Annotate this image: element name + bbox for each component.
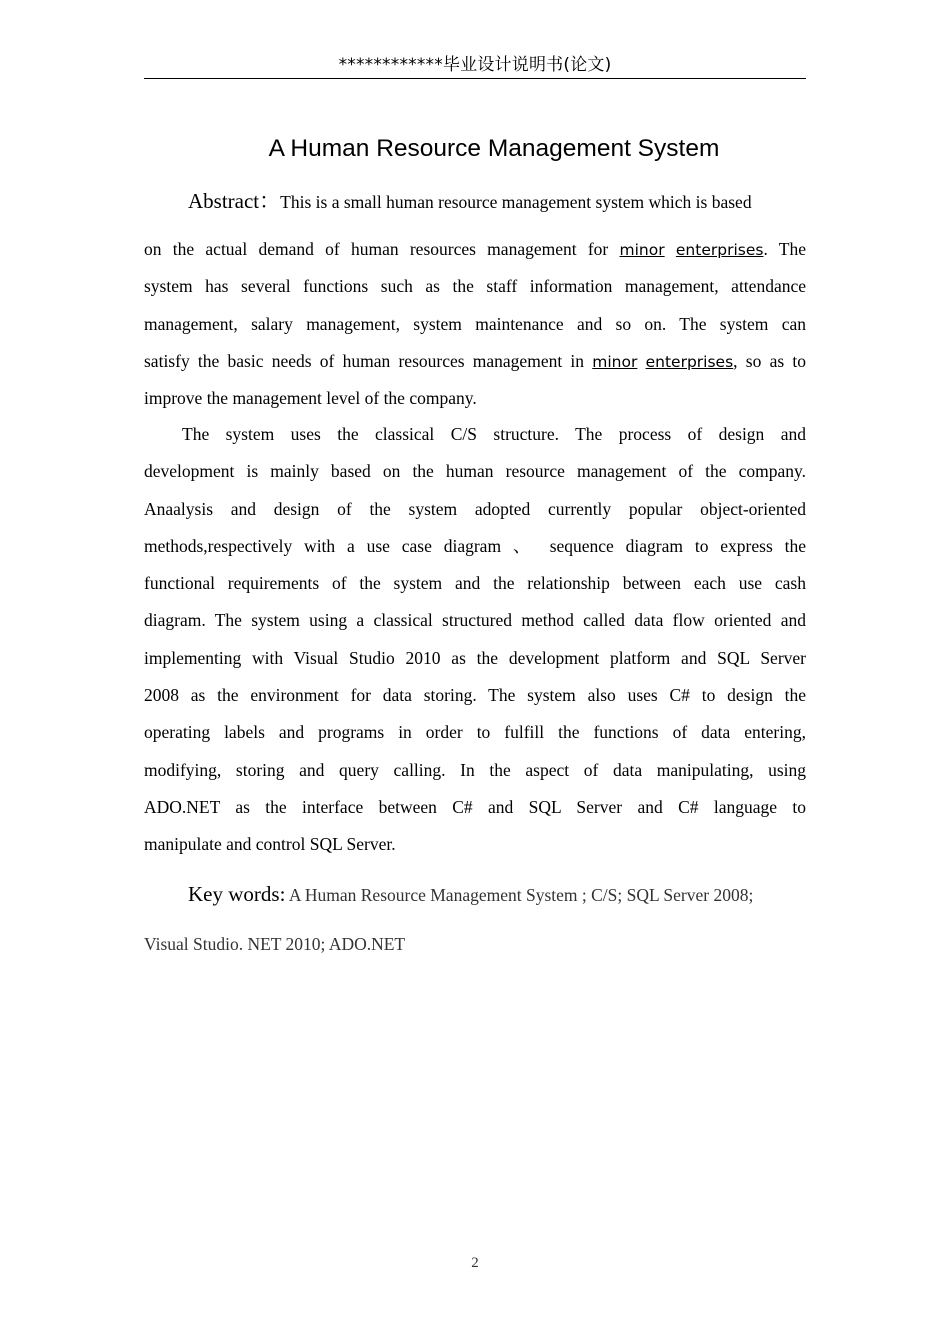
abstract-body [144,231,806,417]
p2-line-5: functional requirements of the system and the relationship between each use cash [144,573,806,594]
abstract-line-1: This is a small human resource management system which is based [280,192,752,212]
document-title: A Human Resource Management System [268,135,720,162]
keywords-line-1: A Human Resource Management System ; C/S; SQL Server 2008; [285,885,754,905]
word-minor-2: minor [592,352,638,371]
p2-line-11: ADO.NET as the interface between C# and SQL Server and C# language to [144,796,806,817]
p2-line-4: methods,respectively with a use case diagram 、 sequence diagram to express the [144,535,806,556]
p2-line-10: modifying, storing and query calling. In the aspect of data manipulating, using [144,759,806,780]
p2-line-1: The system uses the classical C/S structure. The process of design and [182,424,806,444]
keywords-first-line [144,877,806,911]
abstract-line-2: on the actual demand of human resources management for minor enterprises. The [144,239,806,259]
p2-line-6: diagram. The system using a classical structured method called data flow oriented and [144,610,806,631]
abstract-line-3: system has several functions such as the staff information management, attendance [144,276,806,297]
abstract-line-5: satisfy the basic needs of human resources management in minor enterprises, so as to [144,350,806,371]
p2-line-3: Anaalysis and design of the system adopted currently popular object-oriented [144,498,806,519]
abstract-line-6: improve the management level of the company. [144,388,477,409]
p2-line-2: development is mainly based on the human resource management of the company. [144,461,806,482]
p2-line-7: implementing with Visual Studio 2010 as the development platform and SQL Server [144,647,806,668]
abstract-line-4: management, salary management, system maintenance and so on. The system can [144,313,806,334]
keywords-label: Key words: [188,882,286,906]
p2-line-8: 2008 as the environment for data storing. The system also uses C# to design the [144,685,806,706]
page-number: 2 [471,1255,479,1271]
word-minor: minor [619,241,665,259]
abstract-first-line [144,184,806,218]
keywords-second-line: Visual Studio. NET 2010; ADO.NET [144,934,406,954]
paragraph-2 [144,416,806,864]
word-enterprises-2: enterprises [645,352,734,371]
page-header: ************毕业设计说明书(论文) [144,52,806,79]
p2-line-12: manipulate and control SQL Server. [144,834,396,855]
abstract-label: Abstract： [188,189,281,213]
p2-line-9: operating labels and programs in order to fulfill the functions of data entering, [144,722,806,743]
word-enterprises: enterprises [675,241,764,259]
